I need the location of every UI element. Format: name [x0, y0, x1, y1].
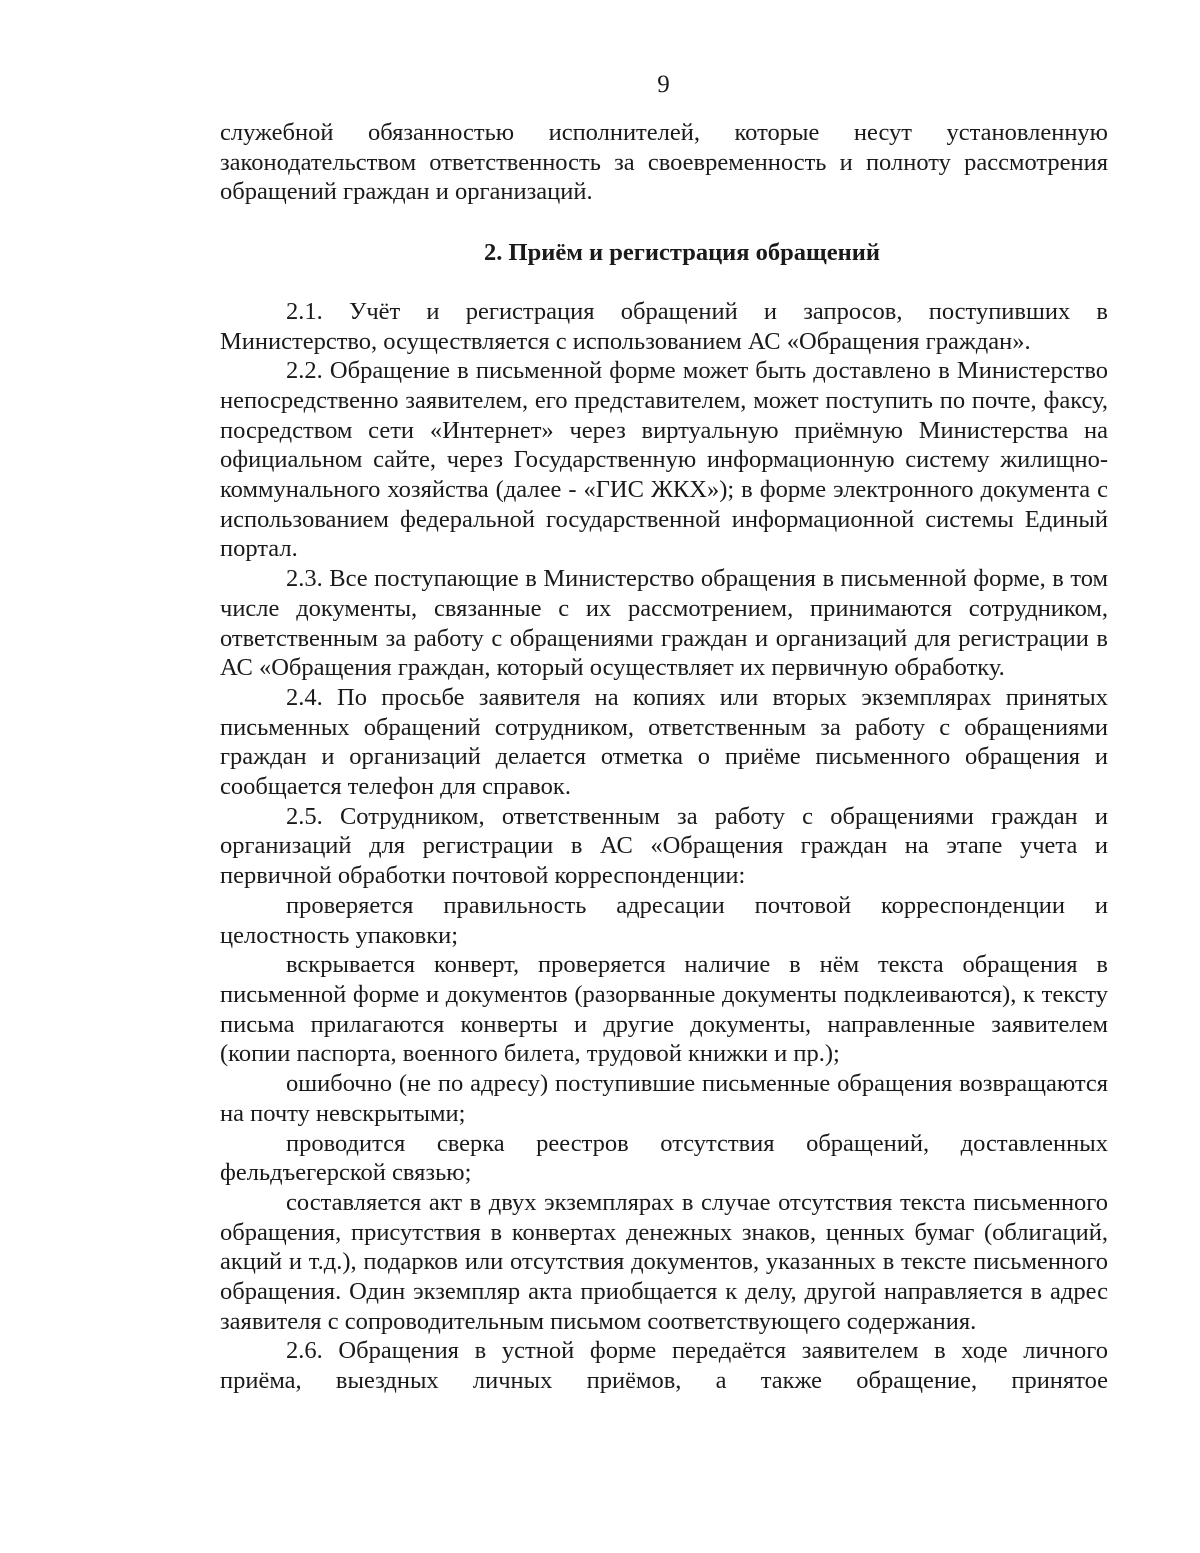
list-item-act-drafting: составляется акт в двух экземплярах в случае отсутствия текста письменного обращения, присутствия в конвертах денежных знаков, ценных бумаг (облигаций, акций и т.д.), подарков или отсутствия документов, указанных в тексте письменного обращения. Один экземпляр акта приобщается к делу, другой направляется в адрес заявителя с сопроводительным письмом соответствующего содержания. — [220, 1188, 1108, 1335]
section-heading: 2. Приём и регистрация обращений — [484, 239, 880, 267]
document-body — [220, 118, 1108, 1396]
list-item-address-check: проверяется правильность адресации почтовой корреспонденции и целостность упаковки; — [220, 891, 1108, 949]
paragraph-2-2: 2.2. Обращение в письменной форме может быть доставлено в Министерство непосредственно заявителем, его представителем, может поступить по почте, факсу, посредством сети «Интернет» через виртуальную приёмную Министерства на официальном сайте, через Государственную информационную систему жилищно-коммунального хозяйства (далее - «ГИС ЖКХ»); в форме электронного документа с использованием федеральной государственной информационной системы Единый портал. — [220, 357, 1108, 563]
paragraph-2-4: 2.4. По просьбе заявителя на копиях или вторых экземплярах принятых письменных обращений сотрудником, ответственным за работу с обращениями граждан и организаций делается отметка о приёме письменного обращения и сообщается телефон для справок. — [220, 683, 1108, 801]
paragraph-2-3: 2.3. Все поступающие в Министерство обращения в письменной форме, в том числе документы, связанные с их рассмотрением, принимаются сотрудником, ответственным за работу с обращениями граждан и организаций для регистрации в АС «Обращения граждан, который осуществляет их первичную обработку. — [220, 565, 1108, 682]
paragraph-2-6: 2.6. Обращения в устной форме передаётся заявителем в ходе личного приёма, выездных личных приёмов, а также обращение, принятое — [220, 1337, 1108, 1395]
list-item-envelope-opening: вскрывается конверт, проверяется наличие в нём текста обращения в письменной форме и документов (разорванные документы подклеиваются), к тексту письма прилагаются конверты и другие документы, направленные заявителем (копии паспорта, военного билета, трудовой книжки и пр.); — [220, 951, 1108, 1068]
page-number: 9 — [657, 71, 670, 98]
list-item-misdelivered: ошибочно (не по адресу) поступившие письменные обращения возвращаются на почту невскрытыми; — [220, 1070, 1108, 1127]
paragraph-2-5: 2.5. Сотрудником, ответственным за работу с обращениями граждан и организаций для регистрации в АС «Обращения граждан на этапе учета и первичной обработки почтовой корреспонденции: — [220, 802, 1108, 890]
list-item-registry-check: проводится сверка реестров отсутствия обращений, доставленных фельдъегерской связью; — [220, 1129, 1108, 1187]
paragraph-2-1: 2.1. Учёт и регистрация обращений и запросов, поступивших в Министерство, осуществляется с использованием АС «Обращения граждан». — [220, 297, 1108, 355]
opening-paragraph: служебной обязанностью исполнителей, которые несут установленную законодательством ответственность за своевременность и полноту рассмотрения обращений граждан и организаций. — [220, 119, 1108, 206]
